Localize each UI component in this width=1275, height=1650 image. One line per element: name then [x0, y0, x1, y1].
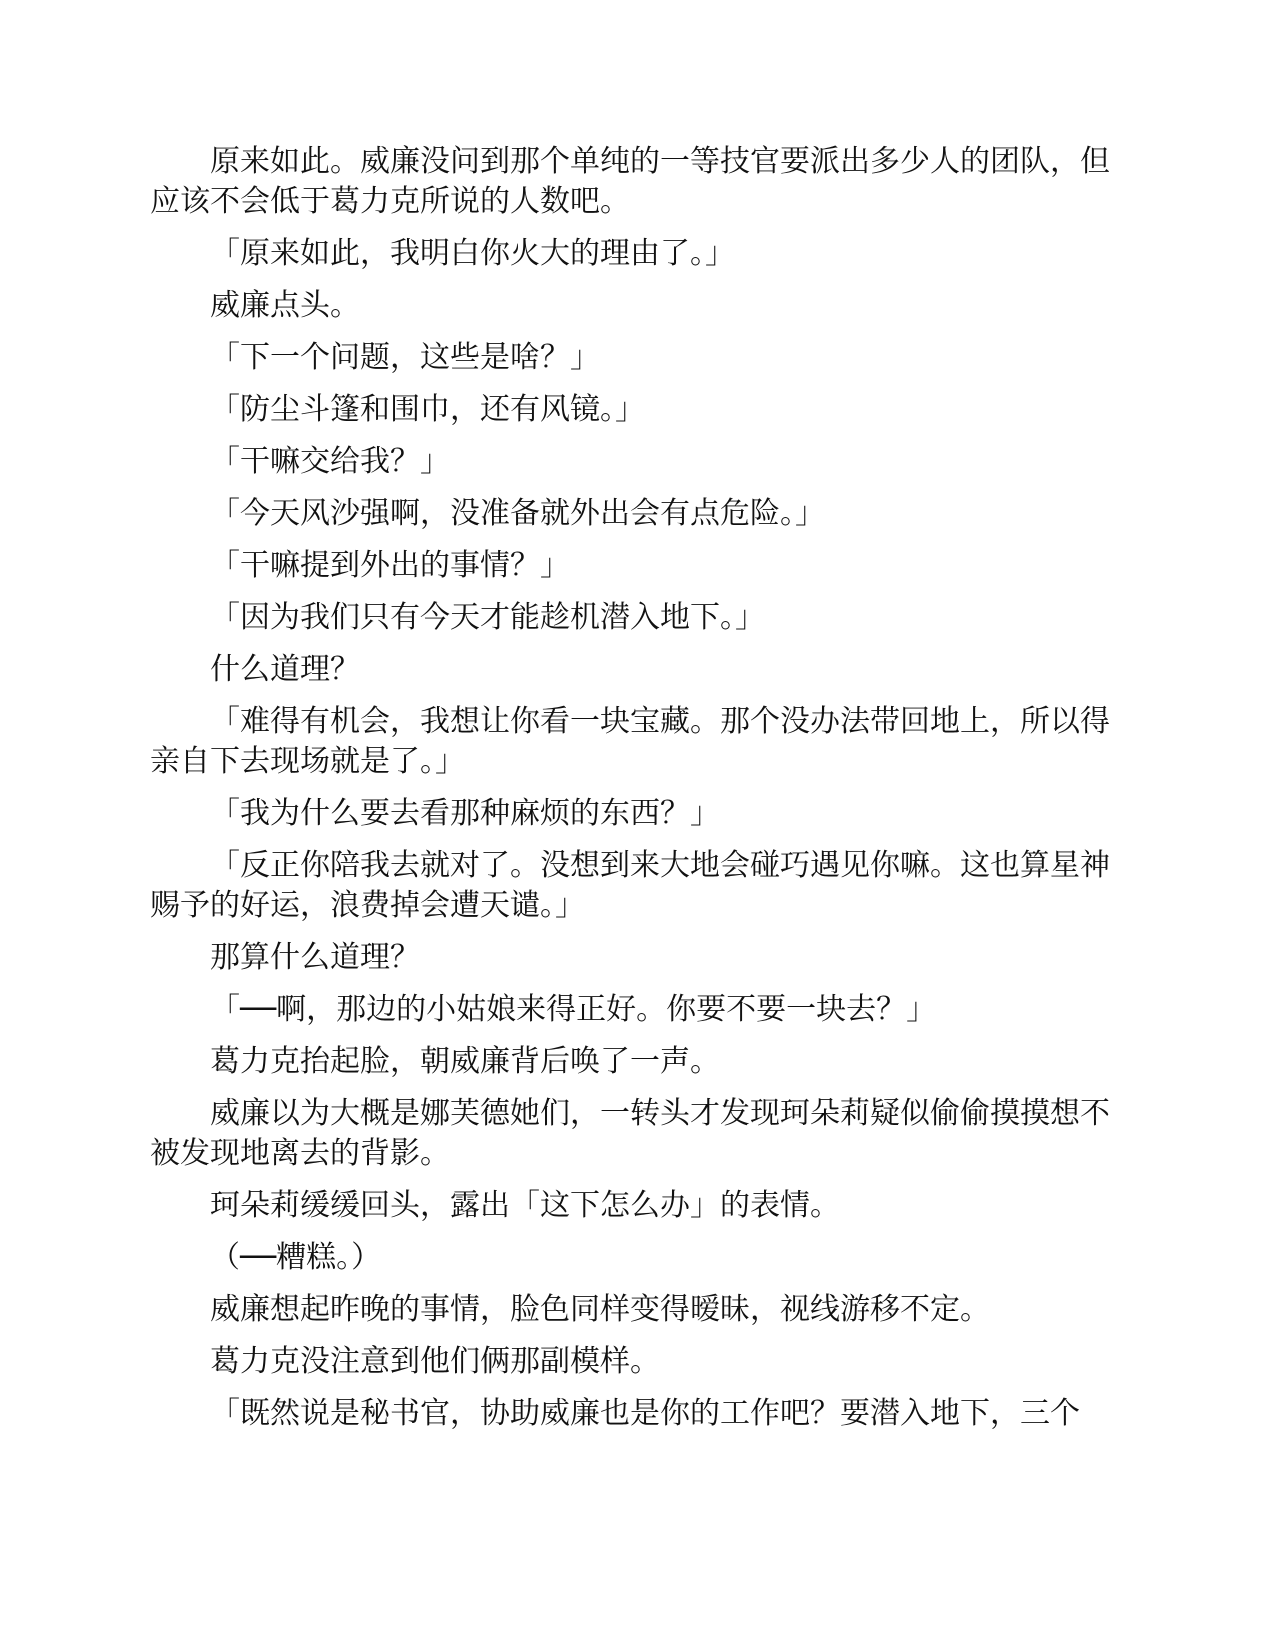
paragraph: 「干嘛交给我？」 — [210, 444, 450, 479]
paragraph: 葛力克抬起脸，朝威廉背后唤了一声。 — [210, 1044, 720, 1079]
paragraph: 「下一个问题，这些是啥？」 — [210, 340, 600, 375]
paragraph: 「既然说是秘书官，协助威廉也是你的工作吧？要潜入地下，三个 — [210, 1396, 1080, 1431]
paragraph: 「防尘斗篷和围巾，还有风镜。」 — [210, 392, 645, 427]
paragraph: 珂朵莉缓缓回头，露出「这下怎么办」的表情。 — [210, 1188, 840, 1223]
paragraph: 「反正你陪我去就对了。没想到来大地会碰巧遇见你嘛。这也算星神赐予的好运，浪费掉会遭天谴。」 — [150, 848, 1110, 923]
paragraph: 那算什么道理？ — [210, 940, 420, 975]
paragraph: 威廉点头。 — [210, 288, 360, 323]
paragraph: 威廉以为大概是娜芙德她们，一转头才发现珂朵莉疑似偷偷摸摸想不被发现地离去的背影。 — [150, 1096, 1110, 1171]
paragraph: 「原来如此，我明白你火大的理由了。」 — [210, 236, 735, 271]
paragraph: 「干嘛提到外出的事情？」 — [210, 548, 570, 583]
paragraph: 威廉想起昨晚的事情，脸色同样变得暧昧，视线游移不定。 — [210, 1292, 990, 1327]
paragraph: 「今天风沙强啊，没准备就外出会有点危险。」 — [210, 496, 825, 531]
paragraph: （──糟糕。） — [210, 1240, 382, 1275]
body-text — [150, 142, 1125, 1446]
paragraph: 什么道理？ — [210, 652, 360, 687]
paragraph: 「难得有机会，我想让你看一块宝藏。那个没办法带回地上，所以得亲自下去现场就是了。」 — [150, 704, 1110, 779]
paragraph: 「因为我们只有今天才能趁机潜入地下。」 — [210, 600, 765, 635]
paragraph: 原来如此。威廉没问到那个单纯的一等技官要派出多少人的团队，但应该不会低于葛力克所说的人数吧。 — [150, 144, 1110, 219]
paragraph: 「我为什么要去看那种麻烦的东西？」 — [210, 796, 720, 831]
paragraph: 葛力克没注意到他们俩那副模样。 — [210, 1344, 660, 1379]
paragraph: 「──啊，那边的小姑娘来得正好。你要不要一块去？」 — [210, 992, 937, 1027]
